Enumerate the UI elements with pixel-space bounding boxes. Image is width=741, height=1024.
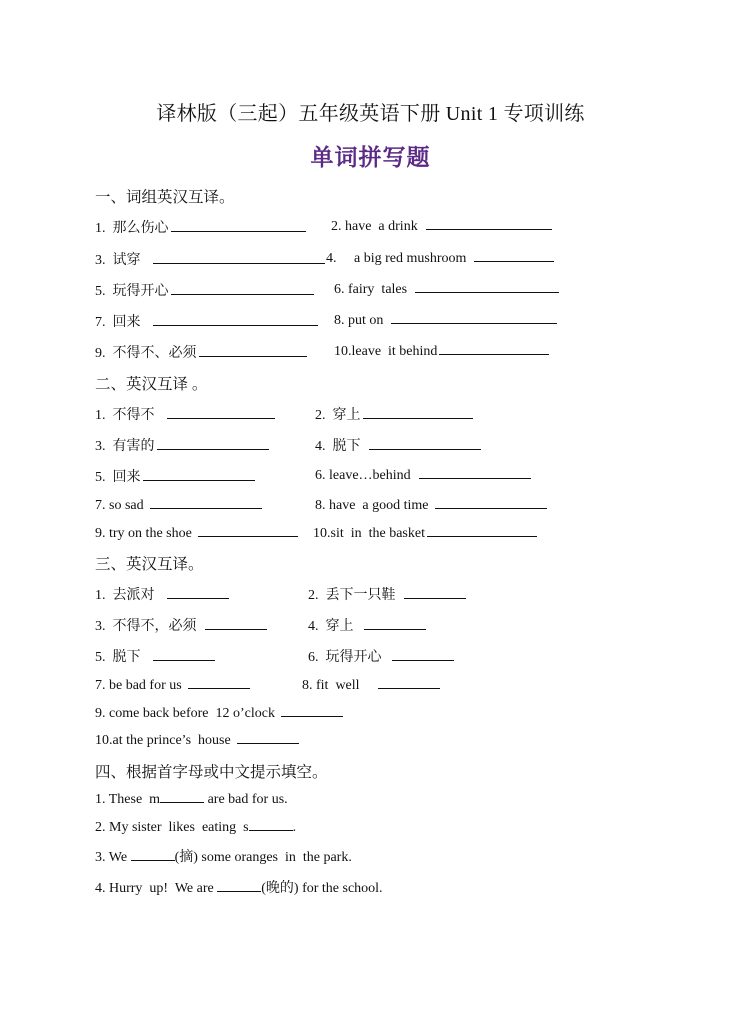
s1-item-8: 8. put on [334, 311, 557, 329]
page-subtitle: 单词拼写题 [310, 145, 431, 170]
answer-blank[interactable] [150, 496, 262, 509]
answer-blank[interactable] [369, 437, 481, 450]
s2-item-3: 3. 有害的 [95, 435, 269, 455]
s3-item-8: 8. fit well [302, 676, 440, 694]
answer-blank[interactable] [237, 731, 299, 744]
answer-blank[interactable] [153, 648, 215, 661]
answer-blank[interactable] [157, 437, 269, 450]
answer-blank[interactable] [160, 790, 204, 803]
s2-item-8: 8. have a good time [315, 496, 547, 514]
answer-blank[interactable] [404, 586, 466, 599]
s3-item-3: 3. 不得不，必须 [95, 615, 267, 635]
answer-blank[interactable] [427, 524, 537, 537]
s3-item-10: 10.at the prince’s house [95, 731, 299, 749]
answer-blank[interactable] [153, 313, 318, 326]
section-1-heading: 一、词组英汉互译。 [95, 189, 235, 206]
s1-item-3: 3. 试穿 [95, 249, 325, 269]
section-3-heading: 三、英汉互译。 [95, 556, 204, 573]
answer-blank[interactable] [153, 251, 325, 264]
s1-item-9: 9. 不得不、必须 [95, 342, 307, 362]
answer-blank[interactable] [205, 617, 267, 630]
answer-blank[interactable] [419, 466, 531, 479]
s1-item-2: 2. have a drink [331, 217, 552, 235]
answer-blank[interactable] [167, 586, 229, 599]
s2-item-7: 7. so sad [95, 496, 262, 514]
answer-blank[interactable] [426, 217, 552, 230]
answer-blank[interactable] [131, 848, 175, 861]
answer-blank[interactable] [199, 344, 307, 357]
s2-item-9: 9. try on the shoe [95, 524, 298, 542]
s2-item-1: 1. 不得不 [95, 404, 275, 424]
s1-item-6: 6. fairy tales [334, 280, 559, 298]
answer-blank[interactable] [171, 282, 314, 295]
s1-item-10: 10.leave it behind [334, 342, 549, 360]
answer-blank[interactable] [281, 704, 343, 717]
answer-blank[interactable] [439, 342, 549, 355]
answer-blank[interactable] [391, 311, 557, 324]
s4-item-4: 4. Hurry up! We are (晚的) for the school. [95, 881, 383, 896]
answer-blank[interactable] [217, 879, 261, 892]
section-4-heading: 四、根据首字母或中文提示填空。 [95, 764, 328, 781]
s4-item-2: 2. My sister likes eating s . [95, 820, 297, 835]
s2-item-4: 4. 脱下 [315, 435, 481, 455]
answer-blank[interactable] [188, 676, 250, 689]
s1-item-7: 7. 回来 [95, 311, 318, 331]
s3-item-4: 4. 穿上 [308, 615, 426, 635]
answer-blank[interactable] [415, 280, 559, 293]
s1-item-4: 4. a big red mushroom [326, 249, 554, 267]
answer-blank[interactable] [435, 496, 547, 509]
s1-item-1: 1. 那么伤心 [95, 217, 306, 237]
s4-item-1: 1. These m are bad for us. [95, 792, 288, 807]
s3-item-9: 9. come back before 12 o’clock [95, 704, 343, 722]
s3-item-1: 1. 去派对 [95, 584, 229, 604]
answer-blank[interactable] [474, 249, 554, 262]
s2-item-6: 6. leave…behind [315, 466, 531, 484]
answer-blank[interactable] [378, 676, 440, 689]
answer-blank[interactable] [363, 406, 473, 419]
s2-item-10: 10.sit in the basket [313, 524, 537, 542]
answer-blank[interactable] [249, 818, 293, 831]
answer-blank[interactable] [364, 617, 426, 630]
answer-blank[interactable] [198, 524, 298, 537]
s3-item-7: 7. be bad for us [95, 676, 250, 694]
s1-item-5: 5. 玩得开心 [95, 280, 314, 300]
s3-item-5: 5. 脱下 [95, 646, 215, 666]
answer-blank[interactable] [392, 648, 454, 661]
s4-item-3: 3. We (摘) some oranges in the park. [95, 850, 352, 865]
page-title: 译林版（三起）五年级英语下册 Unit 1 专项训练 [156, 103, 585, 125]
s3-item-6: 6. 玩得开心 [308, 646, 454, 666]
s3-item-2: 2. 丢下一只鞋 [308, 584, 466, 604]
answer-blank[interactable] [167, 406, 275, 419]
answer-blank[interactable] [171, 219, 306, 232]
answer-blank[interactable] [143, 468, 255, 481]
s2-item-5: 5. 回来 [95, 466, 255, 486]
s2-item-2: 2. 穿上 [315, 404, 473, 424]
section-2-heading: 二、英汉互译 。 [95, 376, 208, 393]
